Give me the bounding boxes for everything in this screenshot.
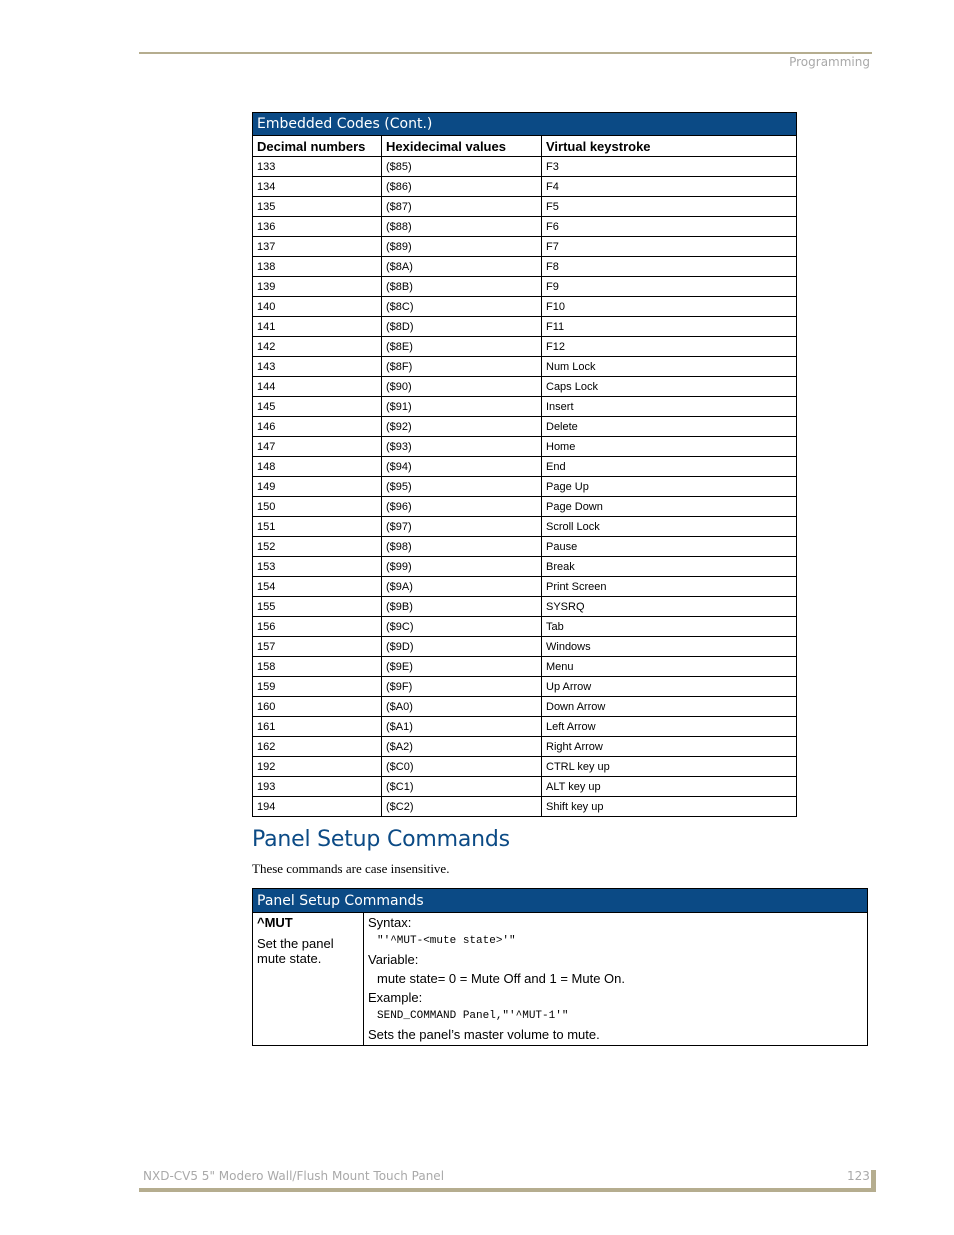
table-row bbox=[253, 397, 797, 417]
cell-hex: ($8C) bbox=[382, 297, 542, 317]
table-title-row bbox=[253, 113, 797, 136]
command-detail-cell bbox=[364, 913, 868, 1046]
cell-hex: ($98) bbox=[382, 537, 542, 557]
section-label: Programming bbox=[789, 55, 870, 69]
table-row bbox=[253, 537, 797, 557]
example-note: Sets the panel’s master volume to mute. bbox=[368, 1027, 600, 1042]
cell-keystroke: Windows bbox=[542, 637, 797, 657]
table-row bbox=[253, 577, 797, 597]
cell-decimal: 146 bbox=[253, 417, 382, 437]
cell-decimal: 143 bbox=[253, 357, 382, 377]
cell-keystroke: Page Down bbox=[542, 497, 797, 517]
cell-decimal: 134 bbox=[253, 177, 382, 197]
cell-hex: ($C1) bbox=[382, 777, 542, 797]
cell-hex: ($9C) bbox=[382, 617, 542, 637]
panel-setup-commands-table bbox=[252, 888, 868, 1046]
command-name: ^MUT bbox=[257, 915, 293, 930]
table-row bbox=[253, 417, 797, 437]
cell-hex: ($A2) bbox=[382, 737, 542, 757]
table-row bbox=[253, 777, 797, 797]
cell-hex: ($89) bbox=[382, 237, 542, 257]
cell-hex: ($91) bbox=[382, 397, 542, 417]
cell-decimal: 193 bbox=[253, 777, 382, 797]
cell-decimal: 159 bbox=[253, 677, 382, 697]
cell-decimal: 147 bbox=[253, 437, 382, 457]
column-header-keystroke: Virtual keystroke bbox=[542, 136, 797, 157]
cell-hex: ($96) bbox=[382, 497, 542, 517]
cell-keystroke: Pause bbox=[542, 537, 797, 557]
cell-keystroke: Right Arrow bbox=[542, 737, 797, 757]
table-row bbox=[253, 617, 797, 637]
table-row bbox=[253, 157, 797, 177]
cell-keystroke: Print Screen bbox=[542, 577, 797, 597]
table-row bbox=[253, 437, 797, 457]
cell-keystroke: Delete bbox=[542, 417, 797, 437]
cell-decimal: 144 bbox=[253, 377, 382, 397]
cell-keystroke: SYSRQ bbox=[542, 597, 797, 617]
syntax-label: Syntax: bbox=[368, 915, 412, 930]
cell-decimal: 192 bbox=[253, 757, 382, 777]
table-row bbox=[253, 797, 797, 817]
table-row bbox=[253, 317, 797, 337]
table-row bbox=[253, 597, 797, 617]
table-row bbox=[253, 377, 797, 397]
command-row bbox=[253, 913, 868, 1046]
table-row bbox=[253, 477, 797, 497]
table-row bbox=[253, 737, 797, 757]
cell-keystroke: F12 bbox=[542, 337, 797, 357]
cell-keystroke: CTRL key up bbox=[542, 757, 797, 777]
cell-hex: ($8A) bbox=[382, 257, 542, 277]
cell-hex: ($9B) bbox=[382, 597, 542, 617]
cell-keystroke: F5 bbox=[542, 197, 797, 217]
cell-keystroke: Scroll Lock bbox=[542, 517, 797, 537]
table-row bbox=[253, 657, 797, 677]
cell-keystroke: ALT key up bbox=[542, 777, 797, 797]
variable-text: mute state= 0 = Mute Off and 1 = Mute On. bbox=[377, 971, 625, 986]
section-intro: These commands are case insensitive. bbox=[252, 861, 450, 876]
command-description: Set the panel mute state. bbox=[257, 936, 334, 966]
cell-keystroke: Down Arrow bbox=[542, 697, 797, 717]
cell-decimal: 157 bbox=[253, 637, 382, 657]
cell-hex: ($C2) bbox=[382, 797, 542, 817]
cell-keystroke: F9 bbox=[542, 277, 797, 297]
column-header-decimal: Decimal numbers bbox=[253, 136, 382, 157]
cell-hex: ($86) bbox=[382, 177, 542, 197]
cell-decimal: 137 bbox=[253, 237, 382, 257]
cell-hex: ($8E) bbox=[382, 337, 542, 357]
table-title: Embedded Codes (Cont.) bbox=[253, 113, 797, 136]
table-row bbox=[253, 237, 797, 257]
cell-decimal: 161 bbox=[253, 717, 382, 737]
cell-keystroke: Break bbox=[542, 557, 797, 577]
cell-hex: ($93) bbox=[382, 437, 542, 457]
cell-decimal: 145 bbox=[253, 397, 382, 417]
cell-decimal: 141 bbox=[253, 317, 382, 337]
cell-hex: ($85) bbox=[382, 157, 542, 177]
cell-keystroke: End bbox=[542, 457, 797, 477]
cell-decimal: 155 bbox=[253, 597, 382, 617]
cell-decimal: 149 bbox=[253, 477, 382, 497]
cell-keystroke: F8 bbox=[542, 257, 797, 277]
table-row bbox=[253, 217, 797, 237]
cell-decimal: 150 bbox=[253, 497, 382, 517]
cell-decimal: 138 bbox=[253, 257, 382, 277]
cell-keystroke: Insert bbox=[542, 397, 797, 417]
syntax-code: "'^MUT-<mute state>'" bbox=[377, 935, 516, 947]
cell-decimal: 133 bbox=[253, 157, 382, 177]
cell-decimal: 135 bbox=[253, 197, 382, 217]
table-row bbox=[253, 337, 797, 357]
footer-page-bar bbox=[871, 1170, 876, 1192]
cell-decimal: 140 bbox=[253, 297, 382, 317]
cell-hex: ($87) bbox=[382, 197, 542, 217]
cell-decimal: 158 bbox=[253, 657, 382, 677]
variable-label: Variable: bbox=[368, 952, 419, 967]
column-header-hex: Hexidecimal values bbox=[382, 136, 542, 157]
table-title-row bbox=[253, 889, 868, 913]
cell-decimal: 162 bbox=[253, 737, 382, 757]
cell-keystroke: Up Arrow bbox=[542, 677, 797, 697]
table-row bbox=[253, 257, 797, 277]
cell-decimal: 142 bbox=[253, 337, 382, 357]
cell-decimal: 156 bbox=[253, 617, 382, 637]
cell-decimal: 148 bbox=[253, 457, 382, 477]
cell-keystroke: Page Up bbox=[542, 477, 797, 497]
table-row bbox=[253, 277, 797, 297]
table-row bbox=[253, 677, 797, 697]
cell-hex: ($97) bbox=[382, 517, 542, 537]
page-number: 123 bbox=[847, 1169, 870, 1183]
cell-hex: ($94) bbox=[382, 457, 542, 477]
cell-decimal: 194 bbox=[253, 797, 382, 817]
cell-keystroke: F7 bbox=[542, 237, 797, 257]
table-row bbox=[253, 637, 797, 657]
cell-hex: ($92) bbox=[382, 417, 542, 437]
cell-hex: ($88) bbox=[382, 217, 542, 237]
cell-hex: ($95) bbox=[382, 477, 542, 497]
cell-keystroke: Left Arrow bbox=[542, 717, 797, 737]
table-row bbox=[253, 177, 797, 197]
cell-hex: ($90) bbox=[382, 377, 542, 397]
footer-rule bbox=[139, 1188, 872, 1192]
cell-decimal: 160 bbox=[253, 697, 382, 717]
cell-hex: ($9E) bbox=[382, 657, 542, 677]
cell-hex: ($8F) bbox=[382, 357, 542, 377]
cell-keystroke: F6 bbox=[542, 217, 797, 237]
table-row bbox=[253, 557, 797, 577]
cell-keystroke: Caps Lock bbox=[542, 377, 797, 397]
example-code: SEND_COMMAND Panel,"'^MUT-1'" bbox=[377, 1010, 569, 1022]
cell-decimal: 152 bbox=[253, 537, 382, 557]
cell-keystroke: F11 bbox=[542, 317, 797, 337]
header-rule bbox=[139, 52, 872, 54]
cell-keystroke: Menu bbox=[542, 657, 797, 677]
footer-title: NXD-CV5 5" Modero Wall/Flush Mount Touch Panel bbox=[143, 1169, 445, 1183]
cell-keystroke: Tab bbox=[542, 617, 797, 637]
cell-keystroke: F4 bbox=[542, 177, 797, 197]
example-label: Example: bbox=[368, 990, 423, 1005]
table-row bbox=[253, 517, 797, 537]
table-header-row bbox=[253, 136, 797, 157]
cell-hex: ($8B) bbox=[382, 277, 542, 297]
cell-hex: ($C0) bbox=[382, 757, 542, 777]
table-row bbox=[253, 497, 797, 517]
table-row bbox=[253, 717, 797, 737]
cell-keystroke: Home bbox=[542, 437, 797, 457]
table-row bbox=[253, 197, 797, 217]
cell-hex: ($8D) bbox=[382, 317, 542, 337]
command-name-cell bbox=[253, 913, 364, 1046]
table-row bbox=[253, 697, 797, 717]
cell-decimal: 154 bbox=[253, 577, 382, 597]
cell-hex: ($9D) bbox=[382, 637, 542, 657]
cell-keystroke: F3 bbox=[542, 157, 797, 177]
cell-keystroke: F10 bbox=[542, 297, 797, 317]
cell-keystroke: Num Lock bbox=[542, 357, 797, 377]
cell-hex: ($9F) bbox=[382, 677, 542, 697]
cell-decimal: 153 bbox=[253, 557, 382, 577]
table-row bbox=[253, 357, 797, 377]
cell-hex: ($A1) bbox=[382, 717, 542, 737]
cell-decimal: 139 bbox=[253, 277, 382, 297]
embedded-codes-table bbox=[252, 112, 797, 817]
cell-hex: ($9A) bbox=[382, 577, 542, 597]
table-row bbox=[253, 457, 797, 477]
cell-hex: ($99) bbox=[382, 557, 542, 577]
cell-decimal: 151 bbox=[253, 517, 382, 537]
table-row bbox=[253, 757, 797, 777]
cell-keystroke: Shift key up bbox=[542, 797, 797, 817]
table-row bbox=[253, 297, 797, 317]
section-heading: Panel Setup Commands bbox=[252, 827, 510, 852]
table-title: Panel Setup Commands bbox=[253, 889, 868, 913]
cell-hex: ($A0) bbox=[382, 697, 542, 717]
cell-decimal: 136 bbox=[253, 217, 382, 237]
